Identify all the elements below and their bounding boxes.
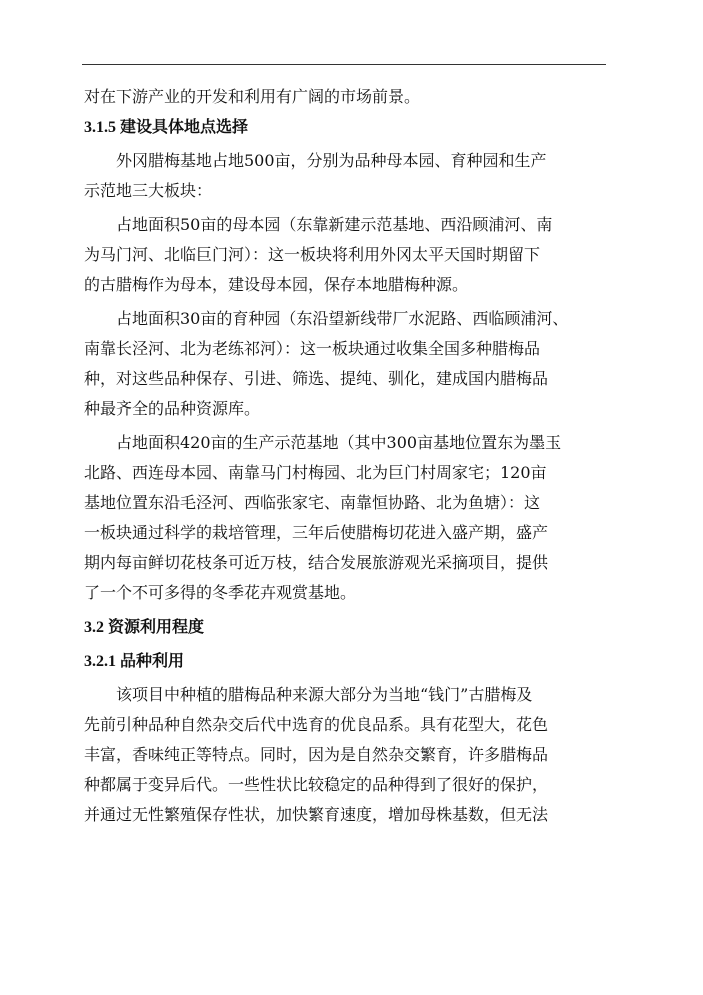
paragraph-line: 占地面积420亩的生产示范基地（其中300亩基地位置东为墨玉 <box>116 433 562 452</box>
paragraph-line: 为马门河、北临巨门河）：这一板块将利用外冈太平天国时期留下 <box>84 245 541 264</box>
section-number: 3.2.1 <box>84 653 116 670</box>
paragraph-line: 了一个不可多得的冬季花卉观赏基地。 <box>84 583 357 602</box>
section-title: 建设具体地点选择 <box>120 117 249 136</box>
paragraph-line: 并通过无性繁殖保存性状，加快繁育速度，增加母株基数，但无法 <box>84 805 549 824</box>
paragraph-line: 示范地三大板块： <box>84 181 213 200</box>
section-heading-3-1-5 <box>84 112 606 142</box>
paragraph-line: 对在下游产业的开发和利用有广阔的市场前景。 <box>84 87 421 106</box>
section-title: 品种利用 <box>120 651 185 670</box>
paragraph-line: 的古腊梅作为母本，建设母本园，保存本地腊梅种源。 <box>84 275 469 294</box>
paragraph <box>84 428 606 608</box>
paragraph-line: 丰富，香味纯正等特点。同时，因为是自然杂交繁育，许多腊梅品 <box>84 745 549 764</box>
paragraph <box>84 210 606 300</box>
paragraph <box>84 304 606 424</box>
paragraph <box>84 680 606 830</box>
paragraph-line: 种最齐全的品种资源库。 <box>84 399 261 418</box>
section-title: 资源利用程度 <box>108 617 205 636</box>
document-body <box>84 82 606 830</box>
paragraph-line: 该项目中种植的腊梅品种来源大部分为当地“钱门”古腊梅及 <box>116 685 533 704</box>
paragraph-line: 占地面积30亩的育种园（东沿望新线带厂水泥路、西临顾浦河、 <box>116 309 569 328</box>
section-number: 3.1.5 <box>84 119 116 136</box>
paragraph-line: 外冈腊梅基地占地500亩，分别为品种母本园、育种园和生产 <box>116 151 547 170</box>
paragraph <box>84 146 606 206</box>
paragraph-line: 种都属于变异后代。一些性状比较稳定的品种得到了很好的保护， <box>84 775 549 794</box>
paragraph-line: 一板块通过科学的栽培管理，三年后使腊梅切花进入盛产期，盛产 <box>84 523 549 542</box>
section-number: 3.2 <box>84 619 104 636</box>
header-rule <box>82 64 606 65</box>
paragraph-line: 基地位置东沿毛泾河、西临张家宅、南靠恒协路、北为鱼塘）：这 <box>84 493 541 512</box>
section-heading-3-2-1 <box>84 646 606 676</box>
paragraph-line: 先前引种品种自然杂交后代中选育的优良品系。具有花型大，花色 <box>84 715 549 734</box>
section-heading-3-2 <box>84 612 606 642</box>
paragraph-line: 期内每亩鲜切花枝条可近万枝，结合发展旅游观光采摘项目，提供 <box>84 553 549 572</box>
paragraph-line: 南靠长泾河、北为老练祁河）：这一板块通过收集全国多种腊梅品 <box>84 339 541 358</box>
paragraph-line: 北路、西连母本园、南靠马门村梅园、北为巨门村周家宅；120亩 <box>84 463 547 482</box>
paragraph-line: 占地面积50亩的母本园（东靠新建示范基地、西沿顾浦河、南 <box>116 215 553 234</box>
paragraph-line: 种，对这些品种保存、引进、筛选、提纯、驯化，建成国内腊梅品 <box>84 369 549 388</box>
